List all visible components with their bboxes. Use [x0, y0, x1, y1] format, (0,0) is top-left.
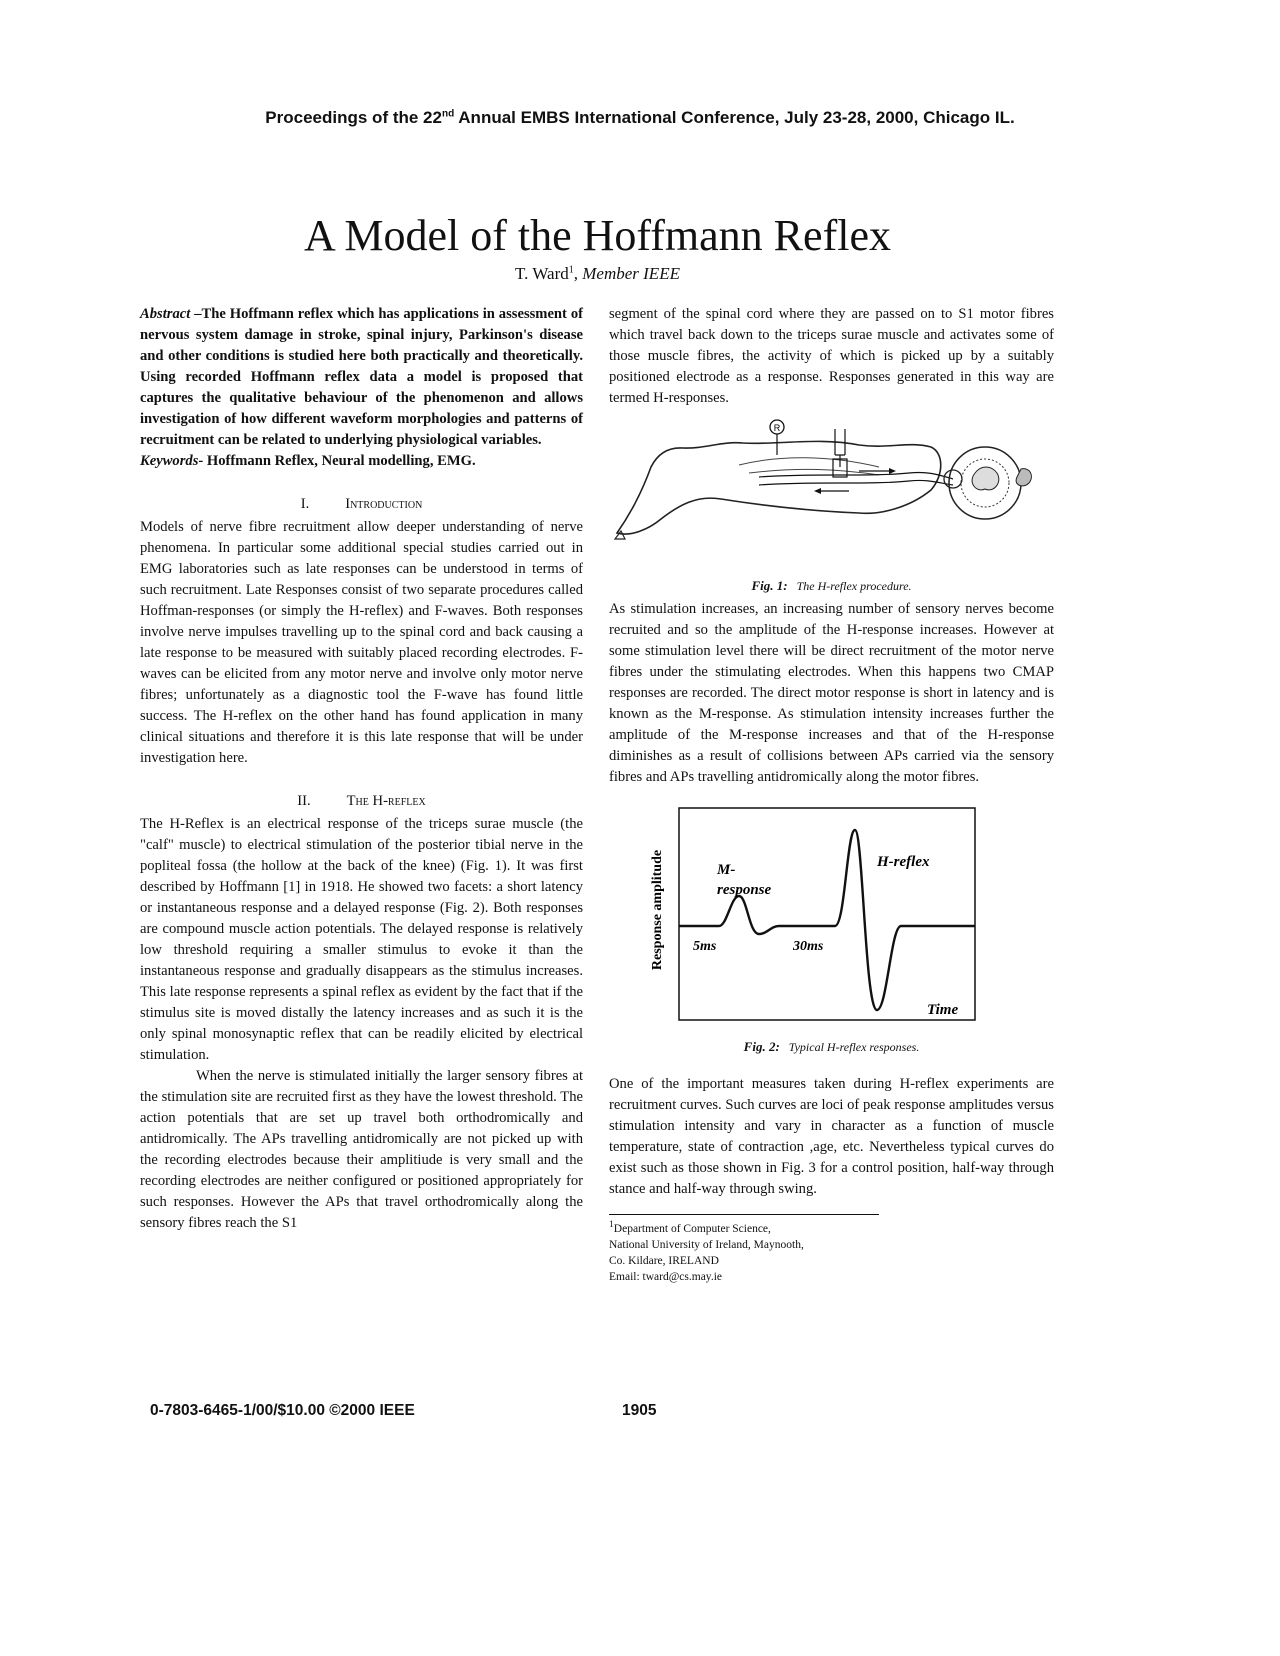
motor-nerve	[759, 480, 953, 485]
latency-30ms-label: 30ms	[793, 939, 824, 954]
m-response-label-2: response	[717, 882, 772, 898]
author-line: T. Ward$^1$, Member IEEE	[515, 264, 680, 283]
right-column	[609, 304, 1054, 1285]
introduction-text: Models of nerve fibre recruitment allow deeper understanding of nerve phenomena. In particular some additional special studies carried out in EMG laboratories such as late responses can be understood in terms of such recruitment. Late Responses consist of two separate procedures called Hoffman-responses (or simply the H-reflex) and F-waves. Both responses involve nerve impulses travelling up to the spinal cord and back causing a late response to be measured with suitably placed recording electrodes. F-waves can be elicited from any motor nerve and involve only motor nerve fibres; unfortunately as a diagnostic tool the F-wave has found little success. The H-reflex on the other hand has found application in many clinical situations and therefore it is this late response that will be under investigation here.	[140, 519, 583, 766]
spinal-cord-center	[972, 467, 999, 490]
author-affiliation: , Member IEEE	[573, 264, 680, 283]
isbn-copyright: 0-7803-6465-1/00/$10.00 ©2000 IEEE	[150, 1402, 415, 1419]
figure-2-caption: Fig. 2: Typical H-reflex responses.	[743, 1039, 920, 1054]
dorsal-root-ganglion	[944, 470, 962, 488]
footnote: $^1$Department of Computer Science, National University of Ireland, Maynooth, Co. Kildare, IRELAND Email: tward@cs.may.ie	[609, 1219, 804, 1283]
sensory-nerve	[759, 472, 953, 479]
h-reflex-label: H-reflex	[877, 854, 930, 870]
y-axis-label: Response amplitude	[650, 849, 665, 971]
arrow-head	[814, 488, 821, 494]
h-reflex-paragraph-1: The H-Reflex is an electrical response of the triceps surae muscle (the "calf" muscle) to electrical stimulation of the posterior tibial nerve in the popliteal fossa (the hollow at the back of the knee) (Fig. 1). It was first described by Hoffmann [1] in 1918. He showed two facets: a short latency or instantaneous response and a delayed response (Fig. 2). Both responses are compound muscle action potentials. The delayed response is relatively low threshold requiring a smaller stimulus to evoke it than the instantaneous response and gradually disappears as the stimulus increases. This late response represents a spinal reflex as evident by the fact that if the stimulus site is moved distally the latency increases and as such it is the only spinal monosynaptic reflex that can be readily elicited by electrical stimulation.	[140, 816, 583, 1063]
m-response-label: M-	[717, 862, 736, 878]
footnote-divider	[609, 1214, 879, 1215]
right-paragraph-1: segment of the spinal cord where they are passed on to S1 motor fibres which travel back down to the triceps surae muscle and activates some of those muscle fibres, the activity of which is picked up by a suitably positioned electrode as a response. Responses generated in this way are termed H-responses.	[609, 306, 1054, 406]
response-waveform	[679, 830, 975, 1010]
right-paragraph-2: As stimulation increases, an increasing number of sensory nerves become recruited and so the amplitude of the H-response increases. However at some stimulation level there will be direct recruitment of the motor nerve fibres under the stimulating electrodes. When this happens two CMAP responses are recorded. The direct motor response is short in latency and is known as the M-response. As stimulation intensity increases further the amplitude of the M-response increases and that of the H-response diminishes as a result of collisions between APs carried via the sensory fibres and APs travelling antidromically along the motor fibres.	[609, 601, 1054, 785]
stimulating-electrode-icon	[835, 429, 845, 467]
section-heading-introduction: I. Introduction	[300, 496, 423, 512]
muscle-line	[749, 469, 879, 475]
x-axis-label: Time	[927, 1002, 959, 1018]
paper-title: A Model of the Hoffmann Reflex	[304, 211, 891, 260]
right-paragraph-3: One of the important measures taken during H-reflex experiments are recruitment curves. Such curves are loci of peak response amplitudes versus stimulation intensity and vary in character as a function of muscle temperature, state of contraction ,age, etc. Nevertheless typical curves do exist such as those shown in Fig. 3 for a control position, half-way through stance and half-way through swing.	[609, 1076, 1054, 1197]
toe-outline	[615, 531, 625, 539]
author-name: T. Ward	[515, 264, 569, 283]
left-column	[140, 304, 583, 1234]
plot-frame	[679, 808, 975, 1020]
figure-2-h-reflex-plot	[609, 800, 1054, 1028]
abstract: Abstract –The Hoffmann reflex which has applications in assessment of nervous system damage in stroke, spinal injury, Parkinson's disease and other conditions is studied here both practically and theoretically. Using recorded Hoffmann reflex data a model is proposed that captures the qualitative behaviour of the phenomenon and allows investigation of how different waveform morphologies and patterns of recruitment can be related to underlying physiological variables.	[140, 306, 583, 448]
h-reflex-paragraph-2: When the nerve is stimulated initially the larger sensory fibres at the stimulation site are recruited first as they have the lowest threshold. The action potentials that are set up travel both orthodromically and antidromically. The APs travelling antidromically are not picked up with the recording electrodes because their amplitiude is very small and the recording electrodes are neither configured or positioned appropriately for such responses. However the APs that travel orthodromically along the sensory fibres reach the S1	[140, 1068, 583, 1231]
leg-outline	[617, 441, 941, 534]
keywords: Keywords- Hoffmann Reflex, Neural modelling, EMG.	[140, 453, 476, 469]
proceedings-header: Proceedings of the 22nd Annual EMBS International Conference, July 23-28, 2000, Chicago IL.	[265, 108, 1015, 127]
page-number: 1905	[622, 1402, 657, 1419]
electrode-label: R	[773, 423, 781, 433]
section-heading-h-reflex: II. The H-reflex	[297, 793, 426, 809]
figure-1-caption: Fig. 1: The H-reflex procedure.	[751, 578, 912, 593]
arrow-head	[889, 468, 896, 474]
muscle-line	[739, 458, 879, 467]
latency-5ms-label: 5ms	[693, 939, 717, 954]
figure-1-leg-illustration	[609, 415, 1054, 565]
